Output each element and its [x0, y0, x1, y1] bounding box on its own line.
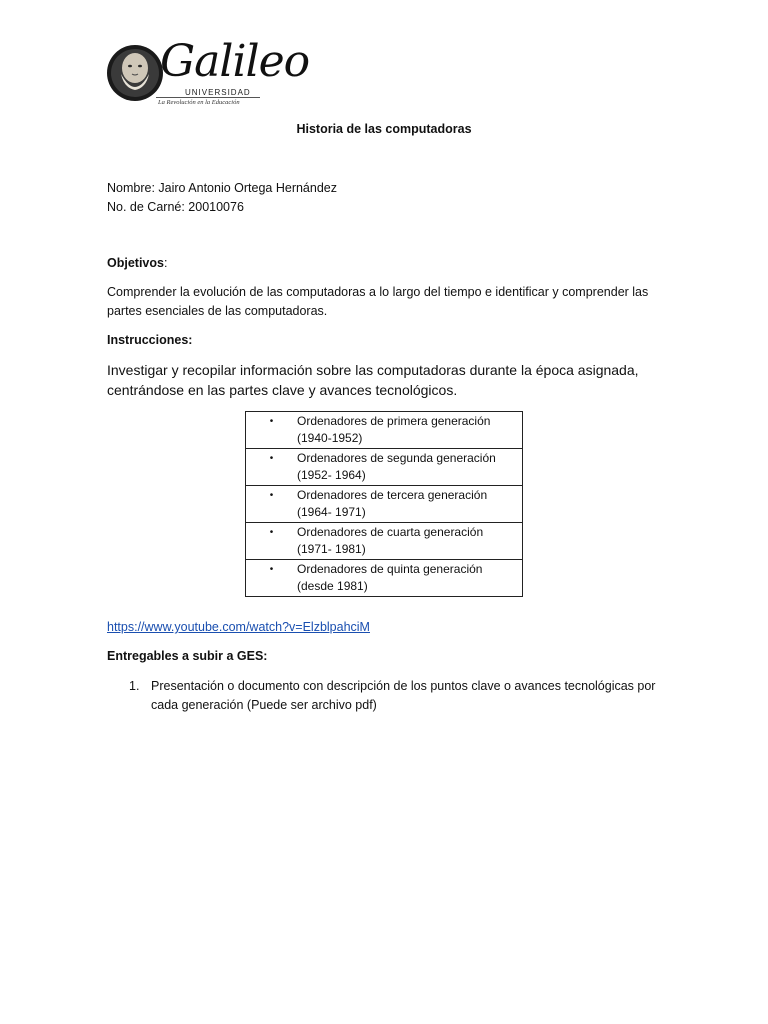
bullet-icon: • — [269, 453, 274, 464]
logo-divider — [156, 97, 260, 98]
generation-years: (1940-1952) — [297, 431, 363, 445]
instructions-text-line-1: Investigar y recopilar información sobre las computadoras durante la época asignada, — [107, 362, 639, 378]
instructions-heading: Instrucciones: — [107, 333, 193, 347]
deliverables-heading: Entregables a subir a GES: — [107, 649, 268, 663]
deliverable-text-line-1: Presentación o documento con descripción de los puntos clave o avances tecnológicas por — [151, 679, 656, 693]
generation-label: Ordenadores de segunda generación — [297, 451, 496, 465]
generation-label: Ordenadores de cuarta generación — [297, 525, 484, 539]
instructions-text-line-2: centrándose en las partes clave y avances tecnológicos. — [107, 382, 458, 398]
student-name: Nombre: Jairo Antonio Ortega Hernández — [107, 181, 337, 195]
table-row — [246, 449, 523, 486]
galileo-portrait-icon — [106, 44, 164, 102]
table-cell — [246, 412, 523, 449]
generations-table — [245, 411, 523, 597]
table-row — [246, 412, 523, 449]
student-id: No. de Carné: 20010076 — [107, 200, 244, 214]
bullet-icon: • — [269, 564, 274, 575]
objectives-colon: : — [163, 256, 168, 270]
table-cell — [246, 560, 523, 597]
bullet-icon: • — [269, 416, 274, 427]
youtube-link[interactable]: https://www.youtube.com/watch?v=ElzblpahciM — [107, 620, 370, 634]
generation-label: Ordenadores de tercera generación — [297, 488, 488, 502]
bullet-icon: • — [269, 490, 274, 501]
objectives-text-line-1: Comprender la evolución de las computadoras a lo largo del tiempo e identificar y comprender las — [107, 285, 649, 299]
generation-years: (desde 1981) — [297, 579, 368, 593]
table-cell — [246, 486, 523, 523]
list-item — [129, 677, 669, 715]
generation-label: Ordenadores de quinta generación — [297, 562, 483, 576]
objectives-heading: Objetivos — [107, 256, 164, 270]
table-row — [246, 523, 523, 560]
generation-years: (1971- 1981) — [297, 542, 366, 556]
table-row — [246, 560, 523, 597]
objectives-text-line-2: partes esenciales de las computadoras. — [107, 304, 328, 318]
deliverable-text-line-2: cada generación (Puede ser archivo pdf) — [151, 698, 377, 712]
table-row — [246, 486, 523, 523]
generation-years: (1964- 1971) — [297, 505, 366, 519]
generation-label: Ordenadores de primera generación — [297, 414, 491, 428]
document-title: Historia de las computadoras — [296, 122, 472, 136]
generation-years: (1952- 1964) — [297, 468, 366, 482]
logo-wordmark: Galileo — [160, 36, 310, 87]
galileo-logo — [106, 36, 310, 116]
table-cell — [246, 449, 523, 486]
logo-subtitle: UNIVERSIDAD — [185, 88, 251, 97]
bullet-icon: • — [269, 527, 274, 538]
table-cell — [246, 523, 523, 560]
logo-tagline: La Revolución en la Educación — [158, 99, 240, 106]
objectives-heading-block — [107, 254, 167, 273]
list-number: 1. — [129, 679, 140, 693]
